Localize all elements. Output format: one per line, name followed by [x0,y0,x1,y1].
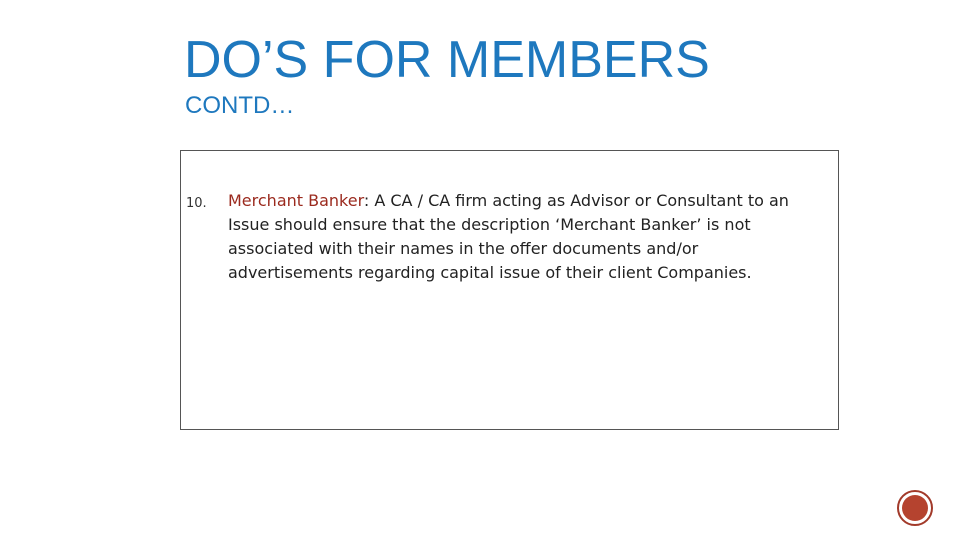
item-text [228,189,818,285]
slide-title: DO’S FOR MEMBERS [184,31,710,89]
slide-subtitle: CONTD… [185,92,295,119]
item-term: Merchant Banker [228,191,364,210]
item-description: : A CA / CA firm acting as Advisor or Consultant to an Issue should ensure that the description ‘Merchant Banker’ is not associated with their names in the offer documents and/or advertisements regarding capital issue of their client Companies. [228,191,789,282]
item-number: 10. [186,196,207,211]
badge-fill [902,495,928,521]
circle-badge-icon [897,490,933,526]
